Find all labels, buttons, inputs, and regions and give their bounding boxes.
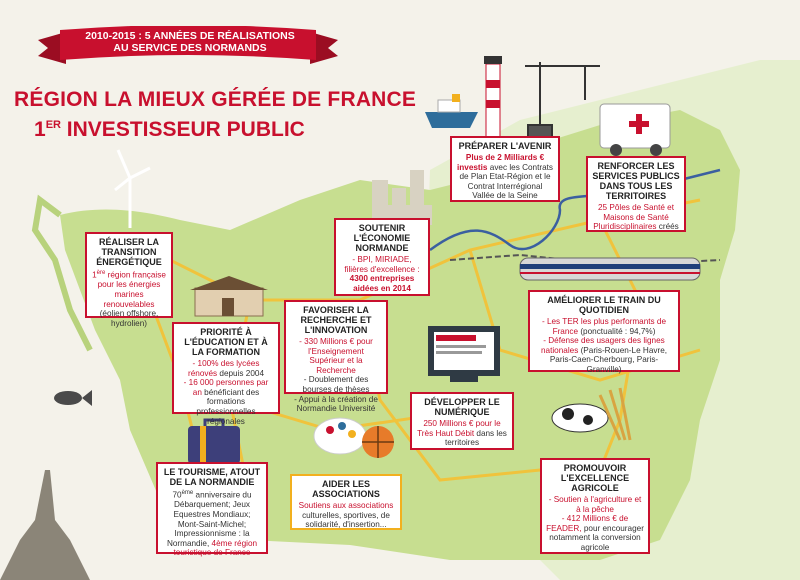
suitcase-icon [188, 420, 240, 464]
energie-l1sup: ère [96, 270, 106, 276]
box-education [172, 322, 280, 426]
education-l2b: bénéficiant des formations professionnelles régionales [196, 387, 260, 426]
tourisme-l1c: 4ème région touristique de France [173, 538, 258, 558]
box-agricole [540, 458, 650, 554]
box-services-title: RENFORCER LES SERVICES PUBLICS DANS TOUS LES TERRITOIRES [592, 161, 680, 201]
train-l1: - Les TER les plus performants de France [541, 317, 667, 336]
box-numerique-title: DÉVELOPPER LE NUMÉRIQUE [424, 397, 500, 417]
box-tourisme-title: LE TOURISME, ATOUT DE LA NORMANDIE [163, 467, 261, 487]
economie-l1: - BPI, MIRIADE, filières d'excellence : [344, 255, 420, 274]
avenir-l1: Plus de 2 Milliards € investis [456, 153, 545, 172]
lighthouse-icon [484, 56, 502, 138]
energie-l2: (éolien offshore, hydrolien) [99, 309, 159, 328]
box-avenir-title: PRÉPARER L'AVENIR [458, 141, 552, 151]
box-services [586, 156, 686, 232]
education-l1: - 100% des lycées rénovés [187, 359, 260, 378]
education-l1b: depuis 2004 [217, 368, 265, 378]
train-l2: - Défense des usagers des lignes nationales [540, 336, 665, 355]
box-train [528, 290, 680, 372]
banner-line-2: AU SERVICE DES NORMANDS [113, 42, 267, 54]
banner-text [70, 30, 310, 54]
tourisme-l1sup: ème [181, 490, 194, 496]
box-economie-title: SOUTENIR L'ÉCONOMIE NORMANDE [353, 223, 411, 253]
numerique-l1b: dans les territoires [444, 428, 507, 448]
agricole-l2: - 412 Millions € de FEADER, [546, 514, 629, 533]
box-associations-title: AIDER LES ASSOCIATIONS [312, 479, 380, 499]
recherche-l1: - 330 Millions € pour l'Enseignement Supérieur et la Recherche [299, 337, 373, 375]
services-l1: 25 Pôles de Santé et Maisons de Santé Pluridisciplinaires [593, 203, 675, 232]
train-l2b: (Paris-Rouen-Le Havre, Paris-Caen-Cherbourg, Paris-Granville) [549, 345, 668, 374]
box-recherche [284, 300, 388, 414]
recherche-l2: - Doublement des bourses de thèses [302, 375, 370, 394]
box-associations [290, 474, 402, 530]
mont-saint-michel-icon [0, 470, 90, 580]
box-economie [334, 218, 430, 296]
main-title: RÉGION LA MIEUX GÉRÉE DE FRANCE [14, 88, 417, 111]
energie-l1: 1 [92, 270, 97, 280]
second-title-sup: ER [45, 119, 61, 131]
box-numerique [410, 392, 514, 450]
box-education-title: PRIORITÉ À L'ÉDUCATION ET À LA FORMATION [184, 327, 268, 357]
ambulance-icon [600, 104, 670, 156]
box-tourisme [156, 462, 268, 558]
box-energie-title: RÉALISER LA TRANSITION ÉNERGÉTIQUE [96, 237, 162, 267]
numerique-l1: 250 Millions € pour le Très Haut Débit [417, 419, 501, 438]
banner-line-1: 2010-2015 : 5 ANNÉES DE RÉALISATIONS [85, 30, 295, 42]
box-train-title: AMÉLIORER LE TRAIN DU QUOTIDIEN [547, 295, 661, 315]
box-energie [85, 232, 173, 328]
services-l1b: créés [656, 222, 679, 232]
avenir-l1b: avec les Contrats de Plan Etat-Région et le Contrat Interrégional Vallée de la Seine [459, 162, 554, 201]
agricole-l2b: pour encourager notamment la conversion agricole [549, 523, 644, 552]
second-title-number: 1 [34, 118, 46, 141]
box-avenir [450, 136, 560, 202]
computer-monitor-icon [428, 326, 500, 382]
fish-icon [54, 390, 92, 406]
agricole-l1: - Soutien à l'agriculture et à la pêche [548, 495, 642, 514]
train-l1b: (ponctualité : 94,7%) [578, 326, 656, 336]
economie-l2: 4300 entreprises aidées en 2014 [349, 274, 415, 293]
recherche-l3: - Appui à la création de Normandie Université [294, 394, 378, 414]
associations-l1: Soutiens aux associations [298, 501, 394, 510]
second-title-text: INVESTISSEUR PUBLIC [60, 118, 305, 141]
tourisme-l1b: anniversaire du Débarquement; Jeux Equestres Mondiaux; Mont-Saint-Michel; Impressionnisme : la Normandie, [166, 490, 252, 548]
train-icon [520, 258, 700, 280]
energie-l1b: région française pour les énergies marines renouvelables [97, 270, 166, 309]
associations-l1b: culturelles, sportives, de solidarité, d'insertion... [302, 510, 390, 530]
tourisme-l1: 70 [172, 490, 182, 500]
second-title [34, 118, 305, 142]
ship-icon [425, 94, 478, 128]
box-recherche-title: FAVORISER LA RECHERCHE ET L'INNOVATION [300, 305, 372, 335]
box-agricole-title: PROMOUVOIR L'EXCELLENCE AGRICOLE [560, 463, 630, 493]
education-l2: - 16 000 personnes par an [183, 378, 269, 397]
factory-icon [372, 170, 432, 225]
